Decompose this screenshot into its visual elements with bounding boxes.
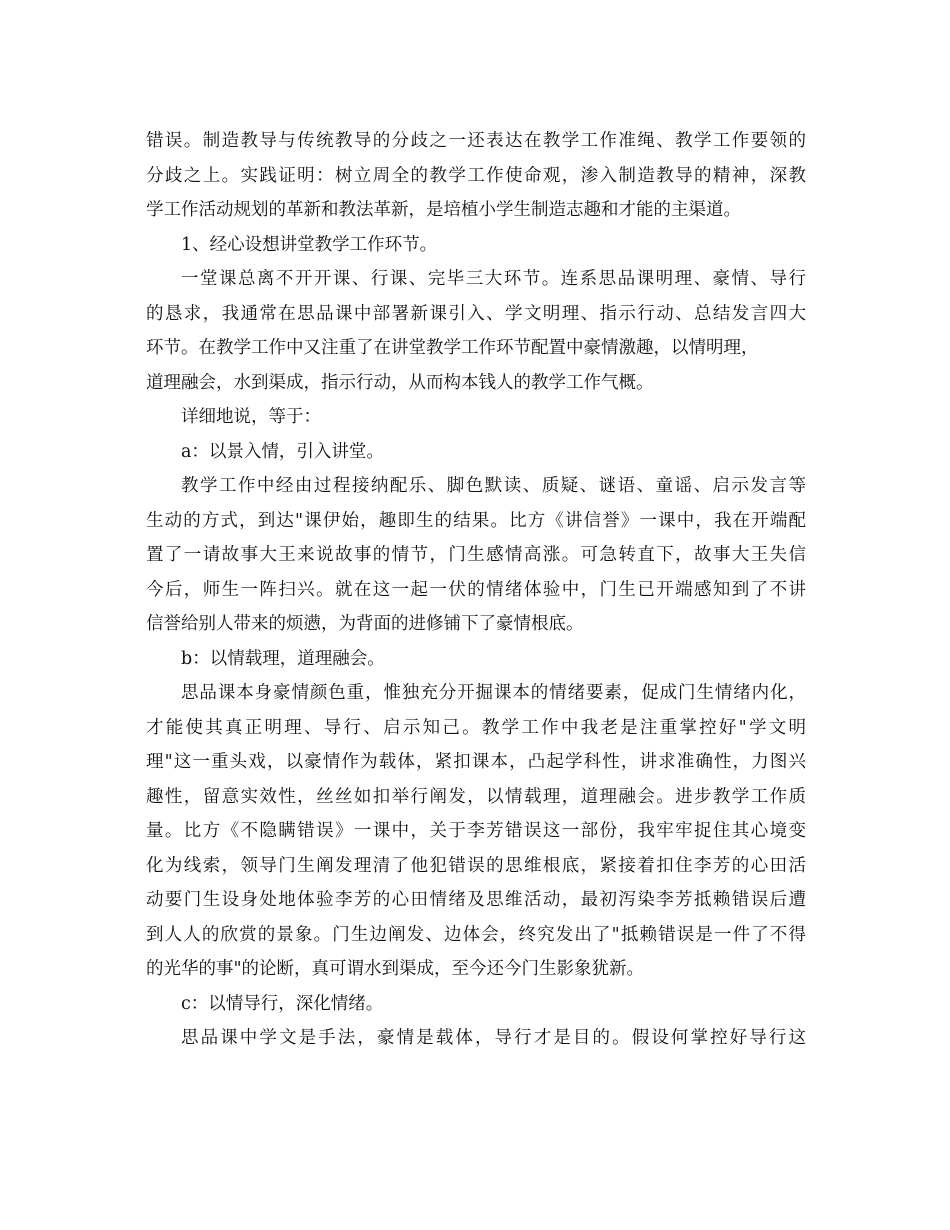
- text-line: 才能使其真正明理、导行、启示知己。教学工作中我老是注重掌控好"学文明: [146, 717, 806, 738]
- text-line: 思品课本身豪情颜色重，惟独充分开掘课本的情绪要素，促成门生情绪内化，: [181, 683, 806, 703]
- text-line: 的恳求，我通常在思品课中部署新课引入、学文明理、指示行动、总结发言四大: [146, 303, 806, 324]
- text-line: 理"这一重头戏，以豪情作为载体，紧扣课本，凸起学科性，讲求准确性，力图兴: [146, 752, 806, 772]
- text-line: 错误。制造教导与传统教导的分歧之一还表达在教学工作准绳、教学工作要领的: [146, 131, 806, 151]
- text-line: 一堂课总离不开开课、行课、完毕三大环节。连系思品课明理、豪情、导行: [181, 269, 806, 289]
- section-heading: 1、经心设想讲堂教学工作环节。: [181, 234, 438, 255]
- text-line: 思品课中学文是手法，豪情是载体，导行才是目的。假设何掌控好导行这: [181, 1028, 806, 1048]
- text-line: 详细地说，等于：: [181, 407, 321, 427]
- text-line: 动要门生设身处地体验李芳的心田情绪及思维活动，最初泻染李芳抵赖错误后遭: [146, 890, 806, 910]
- text-line: 的光华的事"的论断，真可谓水到渠成，至今还今门生影象犹新。: [146, 959, 645, 979]
- text-line: 生动的方式，到达"课伊始，趣即生的结果。比方《讲信誉》一课中，我在开端配: [146, 510, 806, 531]
- text-line: 道理融会，水到渠成，指示行动，从而构本钱人的教学工作气概。: [146, 372, 654, 393]
- body-text: [146, 124, 806, 1056]
- subsection-heading: c：以情导行，深化情绪。: [181, 993, 384, 1014]
- text-line: 教学工作中经由过程接纳配乐、脚色默读、质疑、谜语、童谣、启示发言等: [181, 476, 806, 496]
- text-line: 到人人的欣赏的景象。门生边阐发、边体会，终究发出了"抵赖错误是一件了不得: [146, 924, 806, 945]
- text-line: 今后，师生一阵扫兴。就在这一起一伏的情绪体验中，门生已开端感知到了不讲: [146, 579, 806, 600]
- text-line: 学工作活动规划的革新和教法革新，是培植小学生制造志趣和才能的主渠道。: [146, 200, 741, 220]
- text-line: 趣性，留意实效性，丝丝如扣举行阐发，以情载理，道理融会。进步教学工作质: [146, 786, 806, 807]
- text-line: 置了一请故事大王来说故事的情节，门生感情高涨。可急转直下，故事大王失信: [146, 545, 806, 565]
- text-line: 分歧之上。实践证明：树立周全的教学工作使命观，渗入制造教导的精神，深教: [146, 165, 806, 186]
- text-line: 环节。在教学工作中又注重了在讲堂教学工作环节配置中豪情激趣，以情明理，: [146, 338, 759, 358]
- text-line: 信誉给别人带来的烦懑，为背面的进修铺下了豪情根底。: [146, 614, 584, 634]
- subsection-heading: a：以景入情，引入讲堂。: [181, 441, 384, 462]
- text-line: 化为线索，领导门生阐发理清了他犯错误的思维根底，紧接着扣住李芳的心田活: [146, 855, 806, 876]
- text-line: 量。比方《不隐瞒错误》一课中，关于李芳错误这一部份，我牢牢捉住其心境变: [146, 821, 806, 841]
- subsection-heading: b：以情载理，道理融会。: [181, 648, 385, 669]
